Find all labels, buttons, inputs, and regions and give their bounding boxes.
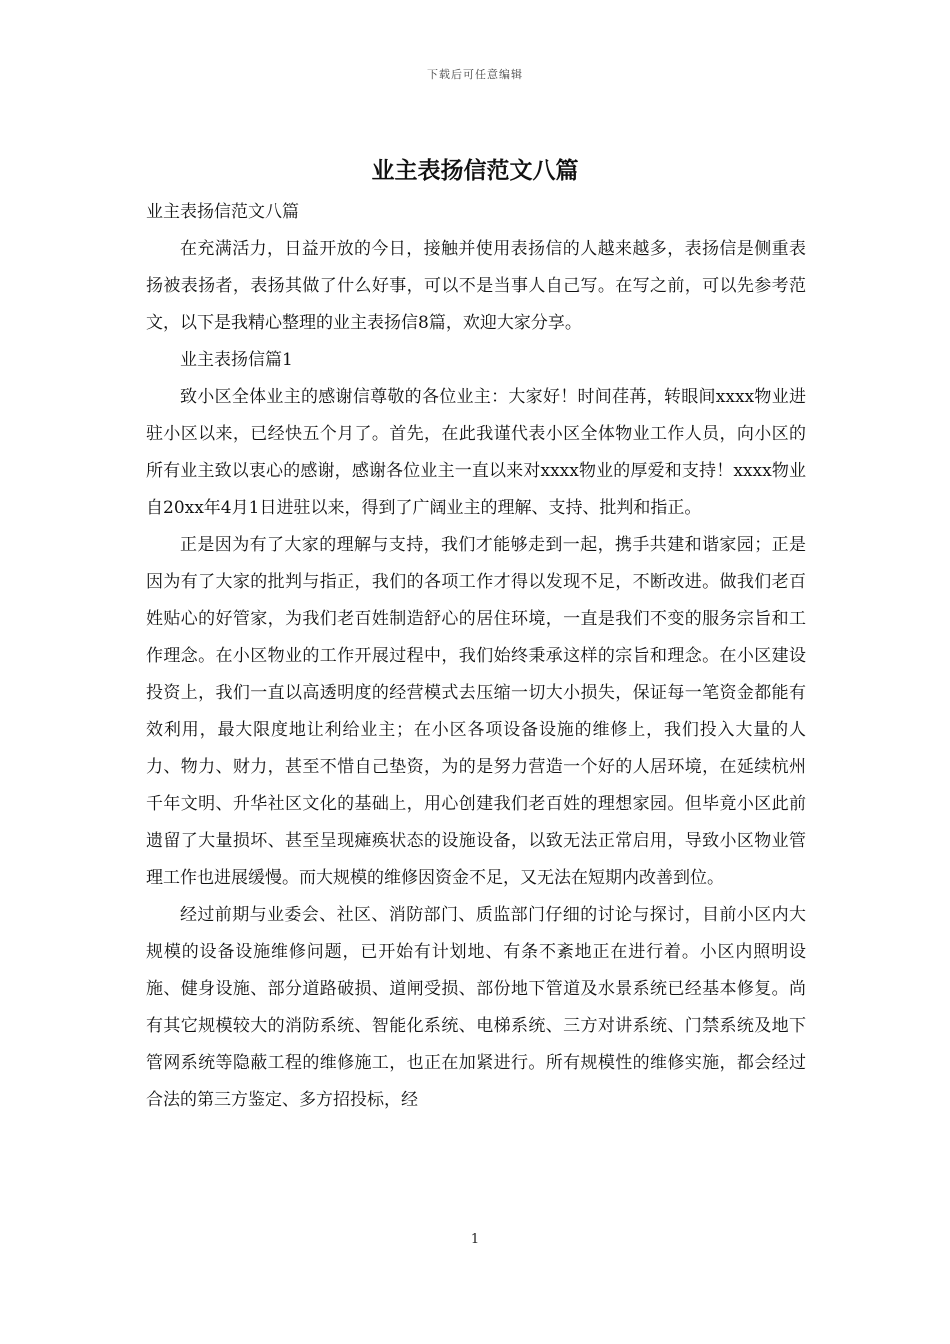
body-paragraph: 正是因为有了大家的理解与支持，我们才能够走到一起，携手共建和谐家园；正是因为有了大家的批判与指正，我们的各项工作才得以发现不足，不断改进。做我们老百姓贴心的好管家，为我们老百姓制造舒心的居住环境，一直是我们不变的服务宗旨和工作理念。在小区物业的工作开展过程中，我们始终秉承这样的宗旨和理念。在小区建设投资上，我们一直以高透明度的经营模式去压缩一切大小损失，保证每一笔资金都能有效利用，最大限度地让利给业主；在小区各项设备设施的维修上，我们投入大量的人力、物力、财力，甚至不惜自己垫资，为的是努力营造一个好的人居环境，在延续杭州千年文明、升华社区文化的基础上，用心创建我们老百姓的理想家园。但毕竟小区此前遗留了大量损坏、甚至呈现瘫痪状态的设施设备，以致无法正常启用，导致小区物业管理工作也进展缓慢。而大规模的维修因资金不足，又无法在短期内改善到位。	[146, 535, 806, 888]
page-header-note: 下载后可任意编辑	[427, 68, 523, 81]
document-title: 业主表扬信范文八篇	[371, 158, 579, 184]
document-subtitle: 业主表扬信范文八篇	[146, 202, 299, 222]
body-paragraph: 经过前期与业委会、社区、消防部门、质监部门仔细的讨论与探讨，目前小区内大规模的设备设施维修问题，已开始有计划地、有条不紊地正在进行着。小区内照明设施、健身设施、部分道路破损、道闸受损、部份地下管道及水景系统已经基本修复。尚有其它规模较大的消防系统、智能化系统、电梯系统、三方对讲系统、门禁系统及地下管网系统等隐蔽工程的维修施工，也正在加紧进行。所有规模性的维修实施，都会经过合法的第三方鉴定、多方招投标，经	[146, 905, 806, 1110]
document-body	[146, 194, 806, 1119]
page-number: 1	[470, 1232, 480, 1247]
intro-paragraph: 在充满活力，日益开放的今日，接触并使用表扬信的人越来越多，表扬信是侧重表扬被表扬者，表扬其做了什么好事，可以不是当事人自己写。在写之前，可以先参考范文，以下是我精心整理的业主表扬信8篇，欢迎大家分享。	[146, 239, 806, 333]
section-heading: 业主表扬信篇1	[180, 350, 293, 370]
body-paragraph: 致小区全体业主的感谢信尊敬的各位业主：大家好！时间荏苒，转眼间xxxx物业进驻小区以来，已经快五个月了。首先，在此我谨代表小区全体物业工作人员，向小区的所有业主致以衷心的感谢，感谢各位业主一直以来对xxxx物业的厚爱和支持！xxxx物业自20xx年4月1日进驻以来，得到了广阔业主的理解、支持、批判和指正。	[146, 387, 806, 518]
